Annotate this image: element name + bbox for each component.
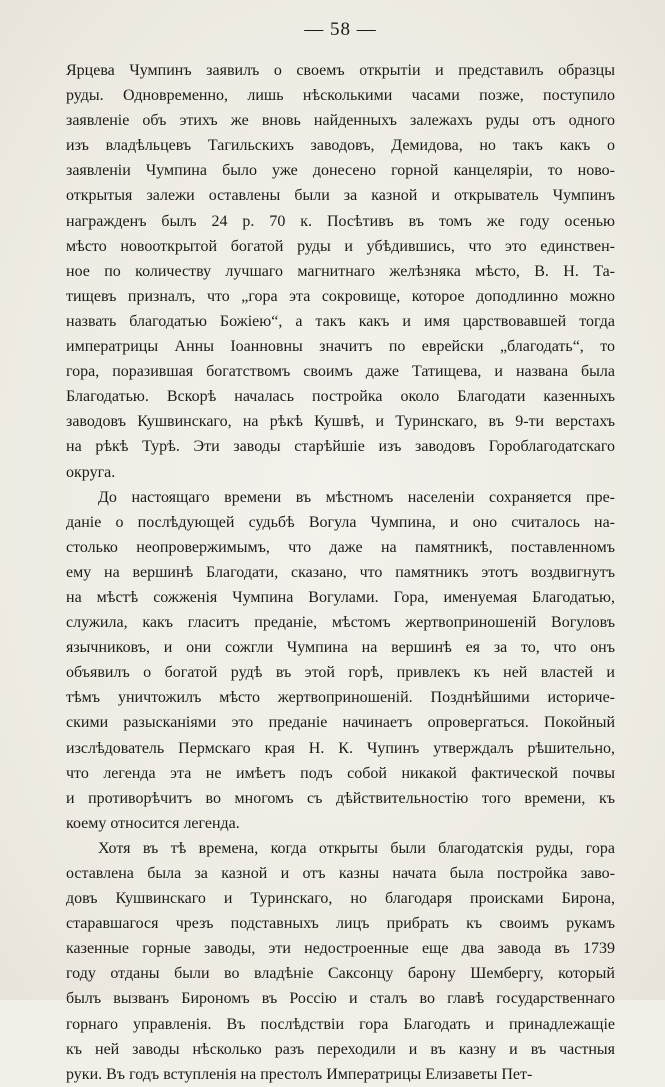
text-line: руки. Въ годъ вступленія на престолъ Императрицы Елизаветы Пет- [66,1065,533,1083]
text-line: До настоящаго времени въ мѣстномъ населеніи сохраняется пре- [98,488,615,506]
page-number: — 58 — [304,19,377,40]
text-line: Хотя въ тѣ времена, когда открыты были благодатскія руды, гора [98,839,615,857]
text-line: ное по количеству лучшаго магнитнаго желѣзняка мѣсто, В. Н. Та- [66,262,615,280]
text-line: заявленіи Чумпина было уже донесено горной канцеляріи, то ново- [66,162,615,180]
text-line: тѣмъ уничтожилъ мѣсто жертвоприношеній. Позднѣйшими историче- [66,689,615,707]
text-line: награжденъ былъ 24 р. 70 к. Посѣтивъ въ томъ же году осенью [66,212,615,230]
text-line: Ярцева Чумпинъ заявилъ о своемъ открытіи и представилъ образцы [66,62,615,79]
text-line: тищевъ призналъ, что „гора эта сокровище, которое доподлинно можно [66,287,615,305]
text-line: изслѣдователь Пермскаго края Н. К. Чупинъ утверждалъ рѣшительно, [66,739,615,757]
text-line: старавшагося чрезъ подставныхъ лицъ прибрать къ своимъ рукамъ [66,915,615,933]
text-line: служила, какъ гласитъ преданіе, мѣстомъ жертвоприношеній Вогуловъ [66,614,615,632]
text-line: заявленіе объ этихъ же вновь найденныхъ залежахъ руды отъ одного [66,112,615,130]
text-line: къ ней заводы нѣсколько разъ переходили и въ казну и въ частныя [66,1040,615,1058]
text-line: оставлена была за казной и отъ казны начата была постройка заво- [66,865,615,882]
text-line: казенные горные заводы, эти недостроенные еще два завода въ 1739 [66,940,615,958]
text-line: Благодатью. Вскорѣ началась постройка около Благодати казенныхъ [66,388,615,406]
text-line: открытыя залежи оставлены были за казной и открыватель Чумпинъ [66,187,615,205]
text-line: и противорѣчитъ во многомъ съ дѣйствительностію того времени, къ [66,789,615,807]
text-line: мѣсто новооткрытой богатой руды и убѣдившись, что это единствен- [66,237,615,255]
text-line: императрицы Анны Іоанновны значитъ по еврейски „благодать“, то [66,338,615,356]
text-line: заводовъ Кушвинскаго, на рѣкѣ Кушвѣ, и Туринскаго, въ 9-ти верстахъ [66,413,615,431]
text-line: округа. [66,463,116,481]
text-line: столько неопровержимымъ, что даже на памятникѣ, поставленномъ [66,538,615,556]
text-line: былъ вызванъ Бирономъ въ Россію и сталъ во главѣ государственнаго [66,990,615,1008]
text-line: на рѣкѣ Турѣ. Эти заводы старѣйшіе изъ заводовъ Гороблагодатскаго [66,438,615,456]
text-line: довъ Кушвинскаго и Туринскаго, но благодаря происками Бирона, [66,890,615,908]
text-line: назвать благодатью Божіею“, а такъ какъ и имя царствовавшей тогда [66,312,615,330]
text-line: на мѣстѣ сожженія Чумпина Вогулами. Гора, именуемая Благодатью, [66,588,615,606]
text-line: язычниковъ, и они сожгли Чумпина на вершинѣ ея за то, что онъ [66,639,615,657]
text-line: руды. Одновременно, лишь нѣсколькими часами позже, поступило [66,87,615,105]
text-line: что легенда эта не имѣетъ подъ собой никакой фактической почвы [66,764,615,782]
text-line: даніе о послѣдующей судьбѣ Вогула Чумпина, и оно считалось на- [66,513,615,531]
text-line: коему относится легенда. [66,814,240,832]
text-line: скими разысканіями это преданіе начинаетъ опровергаться. Покойный [66,714,615,732]
text-line: горнаго управленія. Въ послѣдствіи гора Благодать и принадлежащіе [66,1015,615,1033]
body-text [66,58,615,1087]
text-line: ему на вершинѣ Благодати, сказано, что памятникъ этотъ воздвигнутъ [66,563,615,581]
text-line: гора, поразившая богатствомъ своимъ даже Татищева, и названа была [66,363,615,381]
text-line: изъ владѣльцевъ Тагильскихъ заводовъ, Демидова, но такъ какъ о [66,137,615,155]
text-line: году отданы были во владѣніе Саксонцу барону Шембергу, который [66,965,615,983]
text-line: объявилъ о богатой рудѣ въ этой горѣ, привлекъ къ ней властей и [66,664,615,682]
